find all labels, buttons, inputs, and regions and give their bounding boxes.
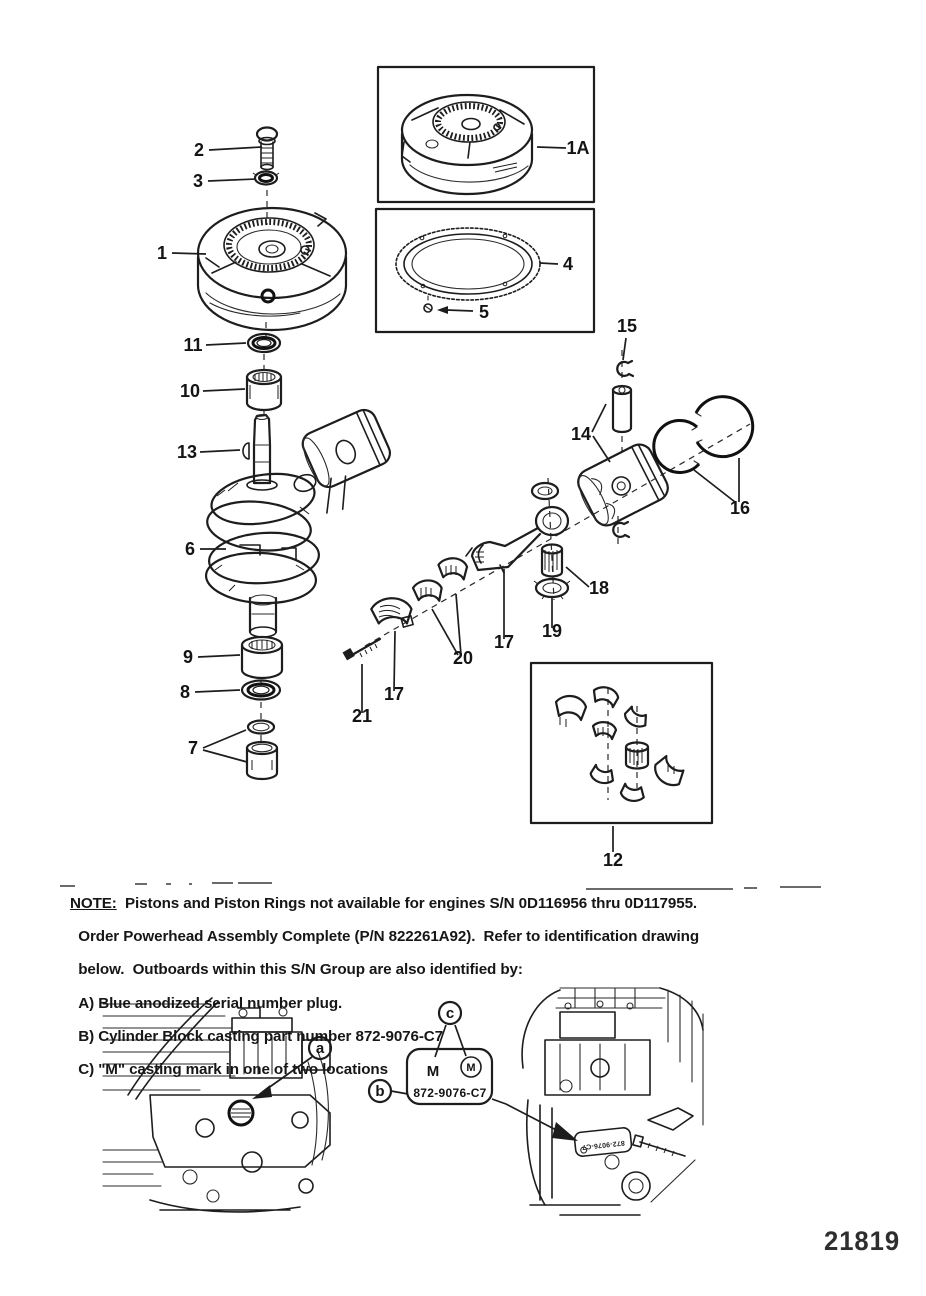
callout-leader-17	[394, 631, 395, 691]
woodruff-key-13	[243, 443, 249, 459]
callout-leader-3	[208, 179, 256, 181]
ring-and-bushing-7	[247, 721, 277, 780]
needle-bearing-10	[247, 370, 281, 410]
flywheel-bolt	[257, 128, 277, 170]
lockwasher	[253, 169, 279, 185]
callout-label-14: 14	[570, 424, 592, 444]
thrust-washer-19	[534, 579, 570, 599]
bearing-shell-17	[370, 596, 413, 627]
label-a-text: a	[315, 1040, 325, 1057]
callout-label-2: 2	[193, 140, 205, 160]
tag-m-mark-circled: M	[466, 1062, 476, 1074]
inset-box-flywheel-1a	[378, 67, 594, 202]
piston-rings-16	[654, 397, 753, 473]
retaining-clip-15b	[613, 522, 629, 537]
callout-leader-2	[209, 147, 262, 150]
callout-label-4: 4	[562, 254, 574, 274]
note-item-b: B) Cylinder Block casting part number 872-9076-C7	[78, 1027, 444, 1045]
callout-label-19: 19	[541, 621, 563, 641]
callout-label-3: 3	[192, 171, 204, 191]
label-c-text: c	[445, 1005, 455, 1022]
note-line1: Pistons and Piston Rings not available for engines S/N 0D116956 thru 0D117955.	[116, 895, 698, 912]
main-bearing-9	[242, 637, 282, 678]
callout-leader-14	[592, 404, 606, 432]
gasket-screw-5	[424, 296, 432, 312]
callout-label-10: 10	[179, 381, 201, 401]
rod-screw-21	[343, 639, 380, 660]
bearing-shells-20	[412, 556, 469, 605]
callout-label-17: 17	[383, 684, 405, 704]
callout-leader-1	[172, 253, 206, 254]
callout-leader-20	[456, 594, 461, 655]
tag-part-number: 872-9076-C7	[413, 1086, 487, 1100]
callout-label-11: 11	[183, 335, 203, 355]
callout-leader-9	[198, 655, 240, 657]
callout-label-17: 17	[493, 632, 515, 652]
assembly-centerlines	[261, 190, 750, 742]
note-heading: NOTE:	[70, 895, 117, 912]
seal-8	[242, 681, 280, 700]
callout-leader-4	[540, 263, 558, 264]
callout-leader-5	[447, 310, 473, 311]
callout-leader-18	[566, 567, 589, 587]
retaining-clip-15	[617, 361, 633, 376]
callout-label-6: 6	[184, 539, 196, 559]
callout-label-18: 18	[588, 578, 610, 598]
callout-leader-16	[694, 470, 735, 502]
callout-label-1: 1	[156, 243, 168, 263]
drawing-number: 21819	[824, 1226, 901, 1256]
note-line3: below. Outboards within this S/N Group are also identified by:	[78, 961, 523, 979]
stamp-part-number-text: 872-9076-C7	[581, 1138, 626, 1151]
note-item-c: C) "M" casting mark in one of two locations	[78, 1060, 388, 1078]
note-block	[70, 896, 800, 1079]
seal-ring-11	[248, 334, 280, 352]
callout-leader-1A	[537, 147, 566, 148]
flywheel	[198, 208, 346, 330]
callout-label-13: 13	[176, 442, 198, 462]
callout-5-arrowhead	[437, 306, 448, 314]
scan-artifacts	[60, 883, 821, 889]
callout-leader-13	[200, 450, 240, 452]
callout-label-9: 9	[182, 647, 194, 667]
callout-label-15: 15	[616, 316, 638, 336]
callout-leader-10	[203, 389, 245, 391]
wrist-pin-14	[613, 386, 631, 432]
callout-label-20: 20	[452, 648, 474, 668]
note-item-a: A) Blue anodized serial number plug.	[78, 994, 343, 1012]
callout-leader-7	[203, 750, 247, 762]
label-a-arrowhead	[252, 1085, 272, 1099]
callout-label-7: 7	[187, 738, 199, 758]
callout-label-12: 12	[602, 850, 624, 870]
callout-leader-14	[593, 436, 610, 462]
inset-box-bearing-set-12	[531, 663, 712, 823]
note-line2: Order Powerhead Assembly Complete (P/N 822261A92). Refer to identification drawing	[78, 928, 699, 946]
piston-14	[572, 440, 672, 531]
callout-leader-7	[203, 730, 246, 748]
callout-leader-8	[195, 690, 240, 692]
installed-piston-and-rod	[294, 406, 404, 516]
callout-label-21: 21	[351, 706, 373, 726]
casting-number-stamp	[574, 1127, 632, 1157]
tag-m-mark: M	[426, 1063, 440, 1080]
callout-label-8: 8	[179, 682, 191, 702]
serial-number-plug	[229, 1101, 253, 1125]
label-b-text: b	[375, 1083, 385, 1100]
callout-leader-15	[623, 338, 626, 360]
label-b	[369, 1080, 391, 1102]
callout-label-5: 5	[478, 302, 490, 322]
callout-leader-11	[206, 343, 246, 345]
callout-label-16: 16	[729, 498, 751, 518]
callout-label-1A: 1A	[566, 138, 590, 158]
